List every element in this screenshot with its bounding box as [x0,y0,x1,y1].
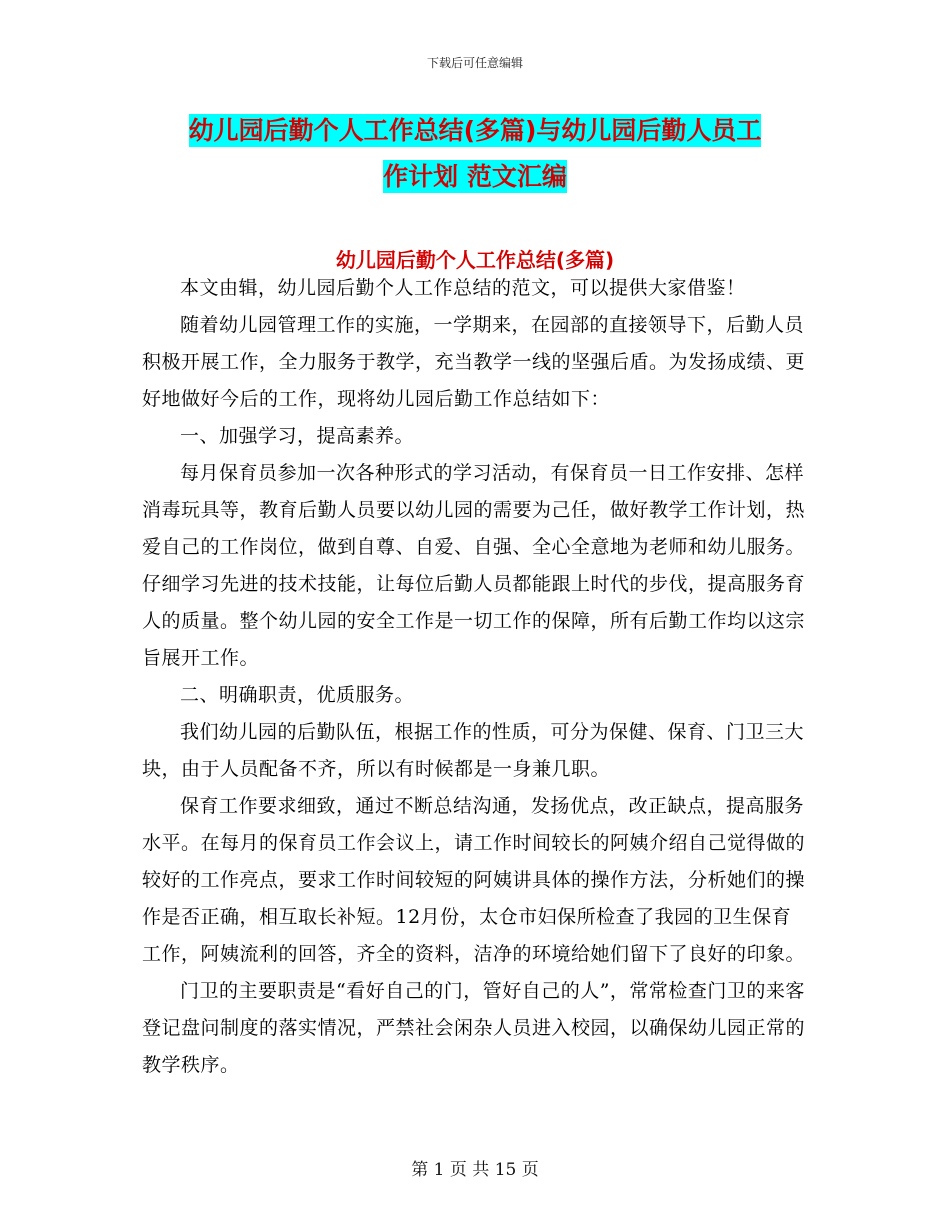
body-text [142,270,807,1084]
paragraph: 我们幼儿园的后勤队伍，根据工作的性质，可分为保健、保育、门卫三大块，由于人员配备不齐，所以有时候都是一身兼几职。 [142,721,805,780]
header-note: 下载后可任意编辑 [426,56,523,70]
paragraph: 本文由辑，幼儿园后勤个人工作总结的范文，可以提供大家借鉴！ [180,277,746,299]
section-heading: 一、加强学习，提高素养。 [180,425,415,447]
paragraph: 保育工作要求细致，通过不断总结沟通，发扬优点，改正缺点，提高服务水平。在每月的保育员工作会议上，请工作时间较长的阿姨介绍自己觉得做的较好的工作亮点，要求工作时间较短的阿姨讲具体的操作方法，分析她们的操作是否正确，相互取长补短。12月份，太仓市妇保所检查了我园的卫生保育工作，阿姨流利的回答，齐全的资料，洁净的环境给她们留下了良好的印象。 [142,795,806,965]
paragraph: 每月保育员参加一次各种形式的学习活动，有保育员一日工作安排、怎样消毒玩具等，教育后勤人员要以幼儿园的需要为己任，做好教学工作计划，热爱自己的工作岗位，做到自尊、自爱、自强、全心全意地为老师和幼儿服务。仔细学习先进的技术技能，让每位后勤人员都能跟上时代的步伐，提高服务育人的质量。整个幼儿园的安全工作是一切工作的保障，所有后勤工作均以这宗旨展开工作。 [142,462,806,669]
section-title: 幼儿园后勤个人工作总结(多篇) [335,248,615,272]
document-title-line1: 幼儿园后勤个人工作总结(多篇)与幼儿园后勤人员工 [188,116,762,145]
page-number-footer: 第 1 页 共 15 页 [411,1160,539,1180]
paragraph: 门卫的主要职责是“看好自己的门，管好自己的人”，常常检查门卫的来客登记盘问制度的落实情况，严禁社会闲杂人员进入校园，以确保幼儿园正常的教学秩序。 [142,980,806,1076]
section-heading: 二、明确职责，优质服务。 [180,684,415,706]
document-title-line2: 作计划 范文汇编 [383,162,567,191]
document-title [150,108,800,200]
paragraph: 随着幼儿园管理工作的实施，一学期来，在园部的直接领导下，后勤人员积极开展工作，全力服务于教学，充当教学一线的坚强后盾。为发扬成绩、更好地做好今后的工作，现将幼儿园后勤工作总结如下： [142,314,806,410]
